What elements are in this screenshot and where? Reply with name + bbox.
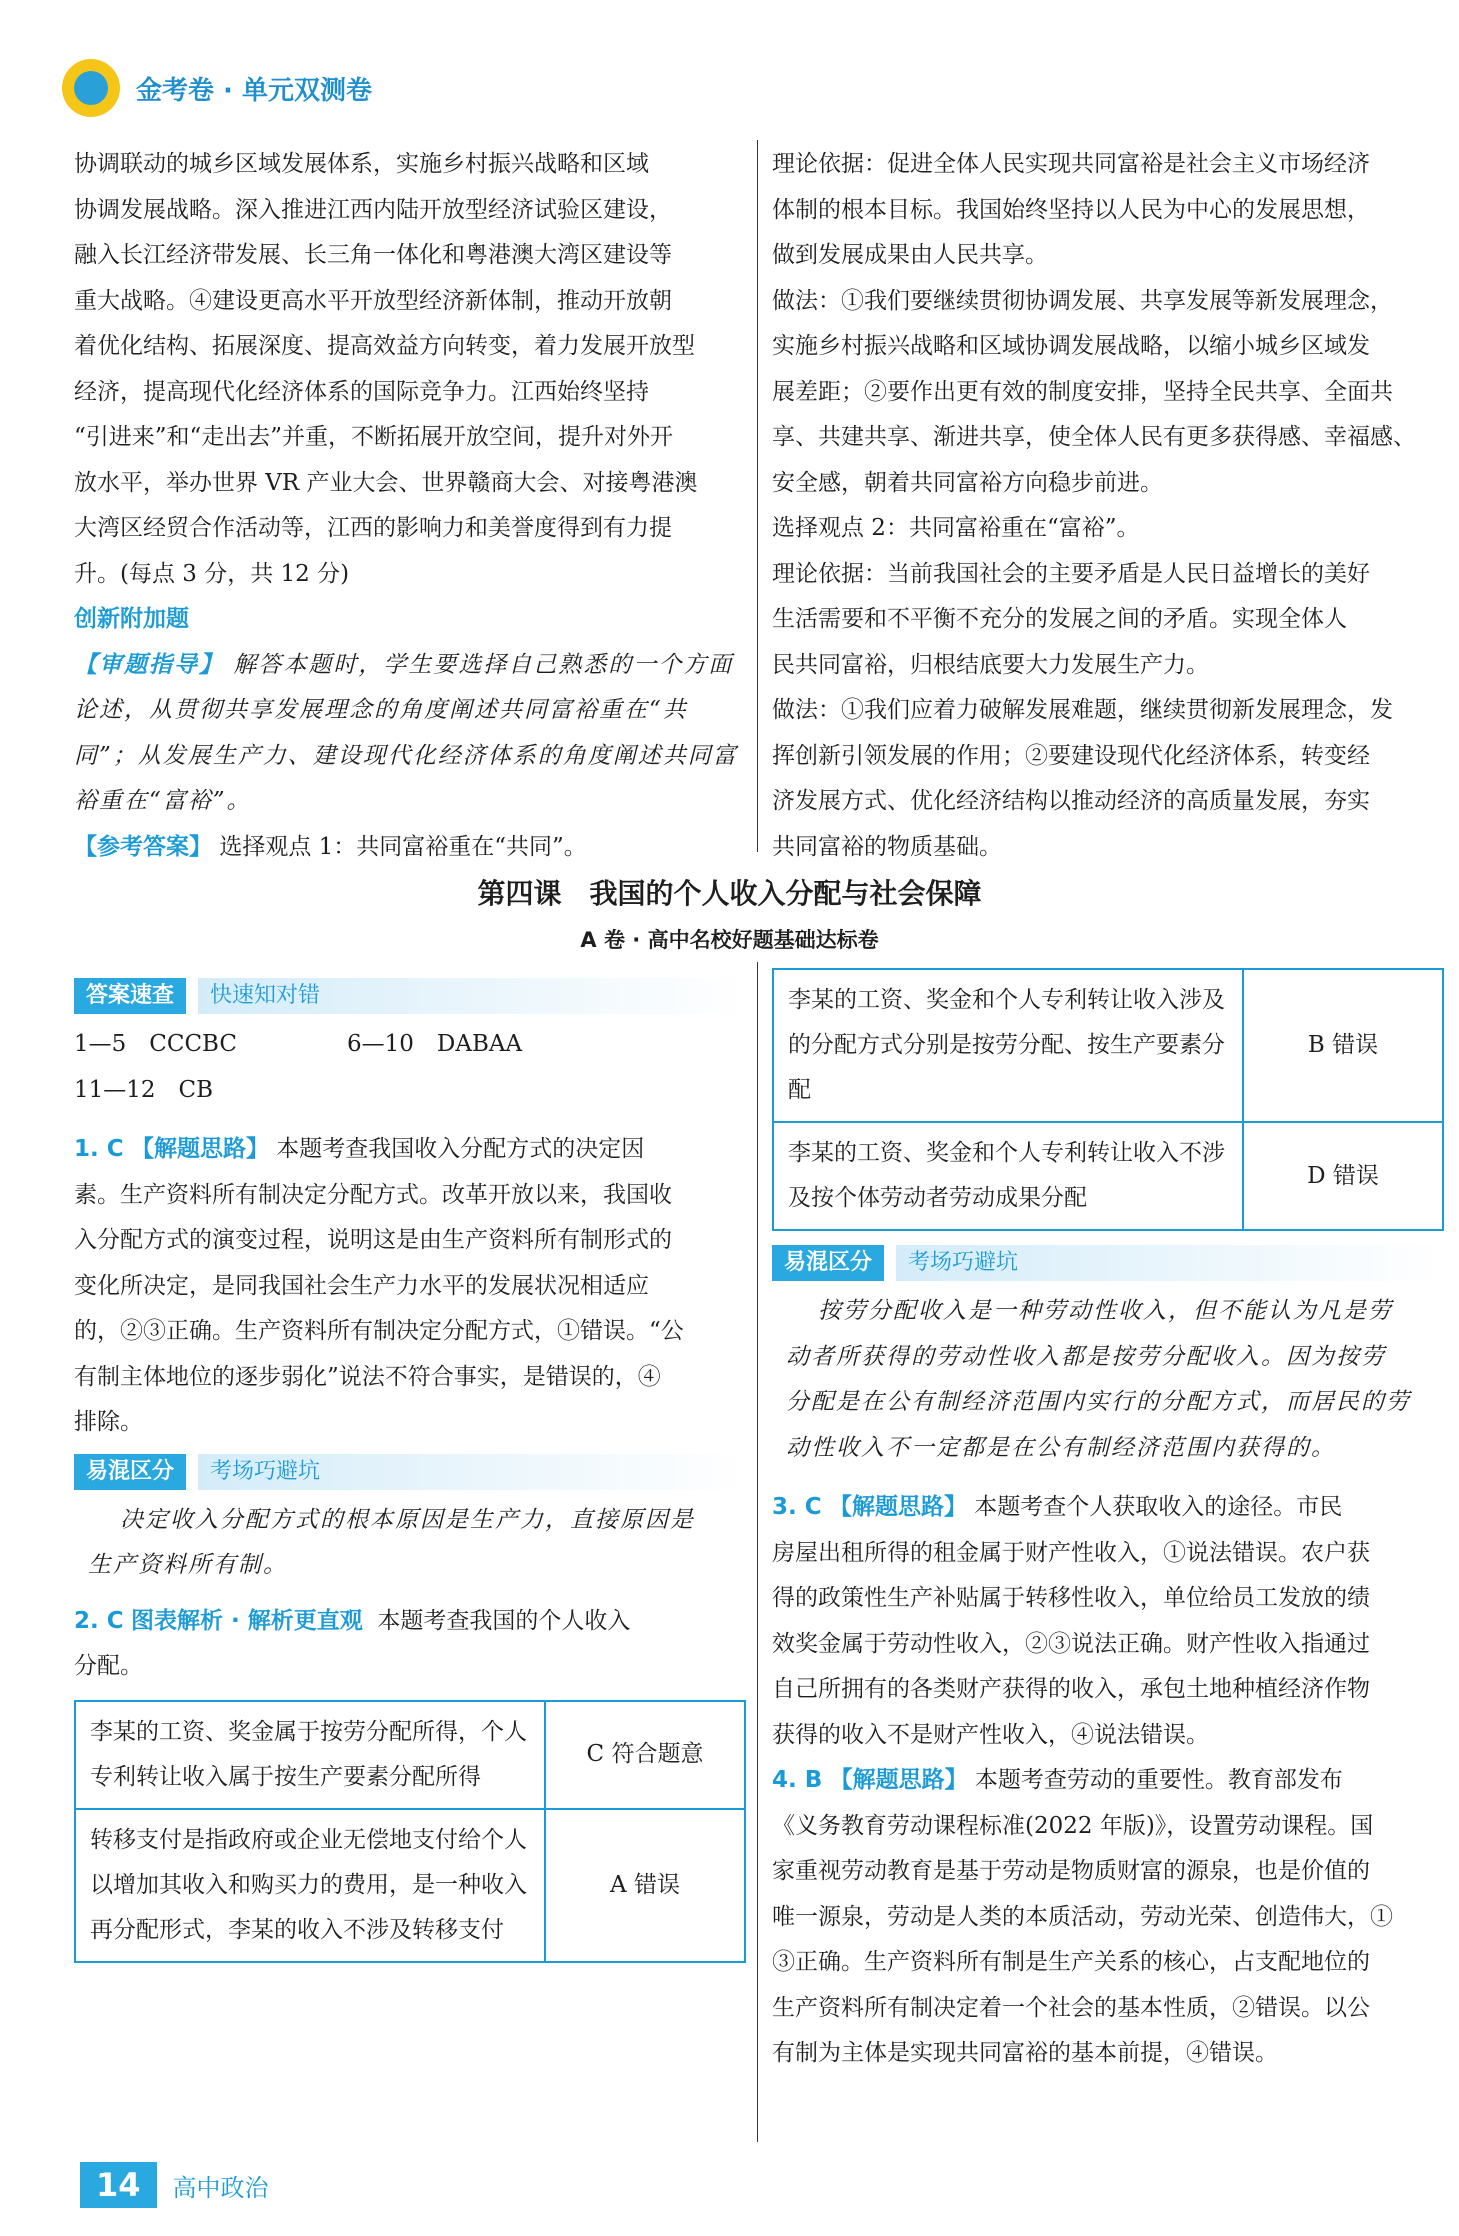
text-line: 生产资料所有制。 bbox=[88, 1552, 288, 1578]
text-line: 本题考查劳动的重要性。教育部发布 bbox=[974, 1767, 1343, 1793]
table-cell: C 符合题意 bbox=[545, 1701, 745, 1809]
brand-logo-icon bbox=[62, 59, 120, 117]
answer-key: 6—10 DABAA bbox=[347, 1031, 523, 1057]
column-divider bbox=[757, 962, 758, 2142]
question-number: 4. B bbox=[772, 1767, 823, 1793]
text-line: 入分配方式的演变过程，说明这是由生产资料所有制形式的 bbox=[74, 1227, 672, 1253]
page-number: 14 bbox=[80, 2162, 157, 2208]
question-number: 2. C bbox=[74, 1607, 124, 1634]
text-line: 效奖金属于劳动性收入，②③说法正确。财产性收入指通过 bbox=[772, 1630, 1370, 1657]
answer-label: 【参考答案】 bbox=[74, 833, 212, 860]
text-line: 分配。 bbox=[74, 1653, 143, 1679]
text-line: 协调发展战略。深入推进江西内陆开放型经济试验区建设， bbox=[74, 196, 672, 223]
text-line: 体制的根本目标。我国始终坚持以人民为中心的发展思想， bbox=[772, 196, 1370, 223]
text-line: 获得的收入不是财产性收入，④说法错误。 bbox=[772, 1721, 1209, 1748]
left-bottom-column bbox=[74, 970, 746, 1963]
answer-text: 选择观点 1：共同富裕重在“共同”。 bbox=[219, 833, 587, 860]
analysis-label: 【解题思路】 bbox=[130, 1136, 269, 1162]
text-line: 大湾区经贸合作活动等，江西的影响力和美誉度得到有力提 bbox=[74, 515, 672, 541]
lesson-subtitle: A 卷 · 高中名校好题基础达标卷 bbox=[580, 928, 879, 952]
chart-analysis-label: 图表解析 · 解析更直观 bbox=[130, 1607, 363, 1634]
text-line: 实施乡村振兴战略和区域协调发展战略，以缩小城乡区域发 bbox=[772, 333, 1370, 359]
text-line: 按劳分配收入是一种劳动性收入，但不能认为凡是劳 bbox=[818, 1298, 1393, 1324]
text-line: 变化所决定，是同我国社会生产力水平的发展状况相适应 bbox=[74, 1272, 649, 1299]
lesson-title: 第四课 我国的个人收入分配与社会保障 bbox=[477, 877, 982, 910]
answer-key-row bbox=[74, 1022, 746, 1068]
text-line: 有制为主体是实现共同富裕的基本前提，④错误。 bbox=[772, 2040, 1278, 2066]
text-line: 选择观点 2：共同富裕重在“富裕”。 bbox=[772, 515, 1140, 541]
text-line: “引进来”和“走出去”并重，不断拓展开放空间，提升对外开 bbox=[74, 424, 674, 450]
text-line: 民共同富裕，归根结底要大力发展生产力。 bbox=[772, 651, 1209, 678]
text-line: 理论依据：当前我国社会的主要矛盾是人民日益增长的美好 bbox=[772, 560, 1370, 587]
text-line: 本题考查我国收入分配方式的决定因 bbox=[276, 1136, 645, 1162]
quick-check-header bbox=[74, 976, 746, 1016]
table-cell: D 错误 bbox=[1243, 1122, 1443, 1230]
text-line: 挥创新引领发展的作用；②要建设现代化经济体系，转变经 bbox=[772, 742, 1370, 769]
table-row bbox=[773, 969, 1443, 1122]
text-line: 生产资料所有制决定着一个社会的基本性质，②错误。以公 bbox=[772, 1994, 1370, 2021]
text-line: 动者所获得的劳动性收入都是按劳分配收入。因为按劳 bbox=[786, 1343, 1386, 1370]
section-subtitle: 快速知对错 bbox=[198, 978, 746, 1014]
guide-label: 【审题指导】 bbox=[74, 651, 224, 678]
text-line: 共同富裕的物质基础。 bbox=[772, 833, 1002, 860]
text-line: 放水平，举办世界 VR 产业大会、世界赣商大会、对接粤港澳 bbox=[74, 469, 698, 496]
section-tag: 易混区分 bbox=[772, 1245, 884, 1281]
section-tag: 答案速查 bbox=[74, 978, 186, 1014]
text-line: 素。生产资料所有制决定分配方式。改革开放以来，我国收 bbox=[74, 1181, 672, 1208]
analysis-table bbox=[74, 1700, 746, 1963]
text-line: 重大战略。④建设更高水平开放型经济新体制，推动开放朝 bbox=[74, 287, 672, 314]
analysis-table bbox=[772, 968, 1444, 1231]
text-line: 展差距；②要作出更有效的制度安排，坚持全民共享、全面共 bbox=[772, 378, 1393, 405]
text-line: 自己所拥有的各类财产获得的收入，承包土地种植经济作物 bbox=[772, 1676, 1370, 1702]
text-line: 房屋出租所得的租金属于财产性收入，①说法错误。农户获 bbox=[772, 1539, 1370, 1566]
right-bottom-column bbox=[772, 968, 1444, 2077]
text-line: 《义务教育劳动课程标准(2022 年版)》，设置劳动课程。国 bbox=[772, 1812, 1374, 1839]
page-header bbox=[62, 58, 372, 118]
analysis-label: 【解题思路】 bbox=[828, 1494, 967, 1520]
text-line: 同”；从发展生产力、建设现代化经济体系的角度阐述共同富 bbox=[74, 742, 738, 769]
text-line: 着优化结构、拓展深度、提高效益方向转变，着力发展开放型 bbox=[74, 333, 695, 359]
text-line: 动性收入不一定都是在公有制经济范围内获得的。 bbox=[786, 1434, 1336, 1461]
subject-name: 高中政治 bbox=[172, 2173, 269, 2202]
text-line: 经济，提高现代化经济体系的国际竞争力。江西始终坚持 bbox=[74, 378, 649, 405]
page-footer bbox=[80, 2160, 269, 2210]
header-title: 金考卷 · 单元双测卷 bbox=[136, 75, 372, 106]
text-line: 唯一源泉，劳动是人类的本质活动，劳动光荣、创造伟大，① bbox=[772, 1903, 1393, 1930]
table-row bbox=[773, 1122, 1443, 1230]
analysis-label: 【解题思路】 bbox=[829, 1767, 968, 1793]
right-top-column bbox=[772, 142, 1444, 870]
text-line: 决定收入分配方式的根本原因是生产力，直接原因是 bbox=[120, 1506, 695, 1533]
mix-header bbox=[74, 1452, 746, 1492]
answer-key: 11—12 CB bbox=[74, 1076, 214, 1103]
table-cell: 李某的工资、奖金属于按劳分配所得，个人专利转让收入属于按生产要素分配所得 bbox=[75, 1701, 545, 1809]
section-subtitle: 考场巧避坑 bbox=[896, 1245, 1444, 1281]
text-line: 家重视劳动教育是基于劳动是物质财富的源泉，也是价值的 bbox=[772, 1858, 1370, 1884]
left-top-column bbox=[74, 142, 740, 870]
text-line: 本题考查我国的个人收入 bbox=[377, 1607, 631, 1634]
text-line: 升。(每点 3 分，共 12 分) bbox=[74, 560, 350, 587]
text-line: 享、共建共享、渐进共享，使全体人民有更多获得感、幸福感、 bbox=[772, 424, 1416, 450]
table-cell: B 错误 bbox=[1243, 969, 1443, 1122]
text-line: 做法：①我们应着力破解发展难题，继续贯彻新发展理念，发 bbox=[772, 697, 1393, 723]
text-line: 排除。 bbox=[74, 1409, 143, 1435]
text-line: 有制主体地位的逐步弱化”说法不符合事实，是错误的，④ bbox=[74, 1363, 661, 1390]
text-line: 裕重在“富裕”。 bbox=[74, 788, 252, 814]
section-subtitle: 考场巧避坑 bbox=[198, 1454, 746, 1490]
text-line: 生活需要和不平衡不充分的发展之间的矛盾。实现全体人 bbox=[772, 606, 1347, 632]
text-line: 本题考查个人获取收入的途径。市民 bbox=[974, 1494, 1343, 1520]
column-divider bbox=[757, 140, 758, 852]
text-line: ③正确。生产资料所有制是生产关系的核心，占支配地位的 bbox=[772, 1949, 1370, 1975]
table-row bbox=[75, 1809, 745, 1962]
text-line: 济发展方式、优化经济结构以推动经济的高质量发展，夯实 bbox=[772, 788, 1370, 814]
text-line: 分配是在公有制经济范围内实行的分配方式，而居民的劳 bbox=[786, 1389, 1411, 1415]
mix-header bbox=[772, 1243, 1444, 1283]
text-line: 融入长江经济带发展、长三角一体化和粤港澳大湾区建设等 bbox=[74, 242, 672, 268]
text-line: 协调联动的城乡区域发展体系，实施乡村振兴战略和区域 bbox=[74, 151, 649, 177]
question-number: 1. C bbox=[74, 1136, 124, 1162]
question-number: 3. C bbox=[772, 1494, 822, 1520]
text-line: 论述，从贯彻共享发展理念的角度阐述共同富裕重在“共 bbox=[74, 697, 688, 723]
answer-key: 1—5 CCCBC bbox=[74, 1031, 237, 1057]
bonus-title: 创新附加题 bbox=[74, 606, 189, 632]
section-tag: 易混区分 bbox=[74, 1454, 186, 1490]
table-cell: 转移支付是指政府或企业无偿地支付给个人以增加其收入和购买力的费用，是一种收入再分配形式，李某的收入不涉及转移支付 bbox=[75, 1809, 545, 1962]
text-line: 得的政策性生产补贴属于转移性收入，单位给员工发放的绩 bbox=[772, 1585, 1370, 1611]
table-cell: 李某的工资、奖金和个人专利转让收入不涉及按个体劳动者劳动成果分配 bbox=[773, 1122, 1243, 1230]
text-line: 做法：①我们要继续贯彻协调发展、共享发展等新发展理念， bbox=[772, 287, 1393, 314]
text-line: 理论依据：促进全体人民实现共同富裕是社会主义市场经济 bbox=[772, 151, 1370, 177]
table-cell: A 错误 bbox=[545, 1809, 745, 1962]
table-row bbox=[75, 1701, 745, 1809]
table-cell: 李某的工资、奖金和个人专利转让收入涉及的分配方式分别是按劳分配、按生产要素分配 bbox=[773, 969, 1243, 1122]
text-line: 解答本题时，学生要选择自己熟悉的一个方面 bbox=[233, 651, 734, 678]
text-line: 安全感，朝着共同富裕方向稳步前进。 bbox=[772, 469, 1163, 496]
text-line: 做到发展成果由人民共享。 bbox=[772, 242, 1048, 268]
text-line: 的，②③正确。生产资料所有制决定分配方式，①错误。“公 bbox=[74, 1318, 684, 1344]
